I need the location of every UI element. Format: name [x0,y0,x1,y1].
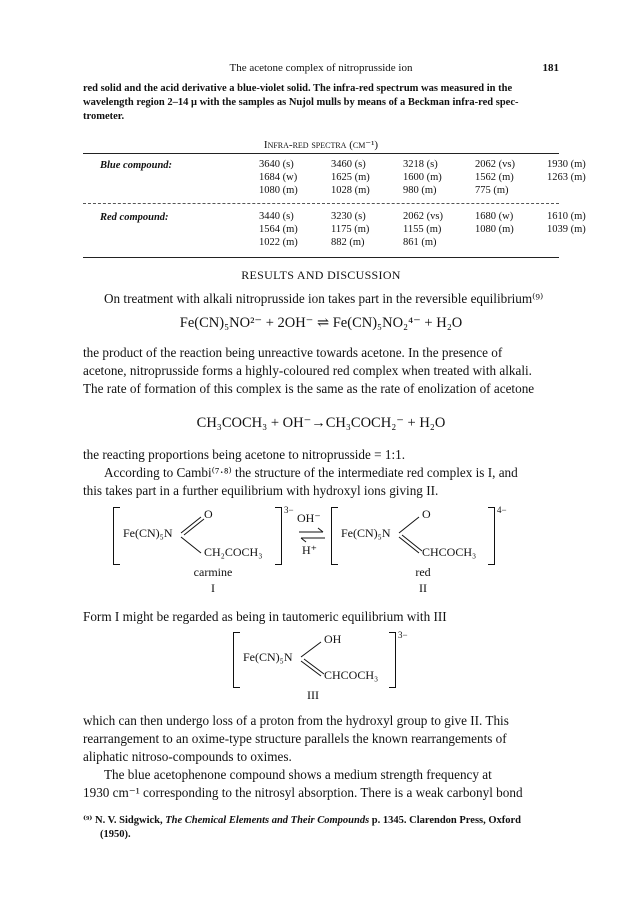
running-title: The acetone complex of nitroprusside ion [229,62,413,74]
table-cell: 1930 (m) [547,159,586,170]
structure-I-oxygen: O [204,507,213,521]
blue-compound-label: Blue compound: [100,160,173,171]
table-cell: 1080 (m) [259,185,298,196]
structure-II-substituent: CHCOCH₃ [422,545,477,559]
table-cell: 775 (m) [475,185,509,196]
table-caption: Infra-red spectra (cm⁻¹) [263,139,379,151]
paragraph [83,712,563,802]
table-cell [543,184,605,197]
table-row [255,236,605,249]
structure-I-charge: 3− [284,505,294,515]
footnote-author: N. V. Sidgwick, [95,815,166,826]
table-cell: 980 (m) [403,185,437,196]
paragraph: Form I might be regarded as being in tautomeric equilibrium with III [83,609,447,624]
table-cell: 1600 (m) [403,172,442,183]
table-cell [471,236,543,249]
footnote-line [83,814,563,828]
table-cell: 1263 (m) [547,172,586,183]
structure-III-substituent: CHCOCH₃ [324,668,379,682]
table-cell: 1039 (m) [547,224,586,235]
paragraph [83,344,563,398]
structure-III-numeral: III [307,688,319,702]
table-cell: 2062 (vs) [403,211,443,222]
equation-enolization: CH₃COCH₃ + OH⁻→CH₃COCH₂⁻ + H₂O [196,415,446,431]
text-line: the reacting proportions being acetone to nitroprusside = 1:1. [83,447,406,462]
table-bottom-rule [83,257,559,258]
table-cell: 1175 (m) [331,224,370,235]
table-cell: 3640 (s) [259,159,294,170]
bracket-left [233,632,240,688]
table-row [255,184,605,197]
structure-II-numeral: II [419,581,427,595]
text-line: According to Cambi⁽⁷·⁸⁾ the structure of the intermediate red complex is I, and [104,465,518,480]
structure-I-fe: Fe(CN)₅N [123,526,173,540]
text-line: rearrangement to an oxime-type structure parallels the known rearrangements of [83,731,507,746]
intro-line: red solid and the acid derivative a blue-violet solid. The infra-red spectrum was measured in the [83,83,513,94]
footnote-book-title: The Chemical Elements and Their Compounds [165,815,370,826]
bracket-left [331,507,338,565]
table-cell: 882 (m) [331,237,365,248]
intro-paragraph [83,82,563,124]
structure-III [83,630,559,702]
bracket-left [113,507,120,565]
paragraph: On treatment with alkali nitroprusside ion takes part in the reversible equilibrium⁽⁹⁾ [104,291,544,306]
table-cell [543,236,605,249]
table-row [255,210,605,223]
bracket-right [389,632,396,688]
table-top-rule [83,153,559,154]
red-compound-table [255,210,605,249]
equation-equilibrium: Fe(CN)₅NO²⁻ + 2OH⁻ ⇌ Fe(CN)₅NO₂⁴⁻ + H₂O [179,315,463,331]
table-cell: 2062 (vs) [475,159,515,170]
table-cell: 1680 (w) [475,211,514,222]
footnote-marker: ⁽⁹⁾ [83,815,93,826]
bracket-right [275,507,282,565]
arrow-label-bottom: H⁺ [302,543,317,557]
structure-II-fe: Fe(CN)₅N [341,526,391,540]
arrow-label-top: OH⁻ [297,511,321,525]
text-line: The rate of formation of this complex is the same as the rate of enolization of acetone [83,381,535,396]
table-cell: 1155 (m) [403,224,442,235]
structure-I-numeral: I [211,581,215,595]
structure-III-fe: Fe(CN)₅N [243,650,293,664]
text-line: which can then undergo loss of a proton from the hydroxyl group to give II. This [83,713,509,728]
page-number: 181 [542,62,559,74]
structure-I-name: carmine [193,565,233,579]
intro-line: trometer. [83,111,125,122]
table-cell: 1684 (w) [259,172,298,183]
equilibrium-arrows-icon [297,527,327,543]
table-row [255,223,605,236]
structure-II-charge: 4− [497,505,507,515]
structure-equilibrium-I-II [83,505,559,595]
footnote [83,814,563,842]
table-cell: 861 (m) [403,237,437,248]
structure-III-charge: 3− [398,630,408,640]
footnote-year: (1950). [100,829,131,840]
table-cell: 1625 (m) [331,172,370,183]
structure-II-oxygen: O [422,507,431,521]
structure-II-name: red [415,565,431,579]
section-heading: RESULTS AND DISCUSSION [241,268,401,282]
table-cell: 1562 (m) [475,172,514,183]
bracket-right [488,507,495,565]
table-row [255,171,605,184]
structure-III-hydroxyl: OH [324,632,342,646]
text-line: acetone, nitroprusside forms a highly-coloured red complex when treated with alkali. [83,363,532,378]
table-cell: 3460 (s) [331,159,366,170]
table-cell: 1028 (m) [331,185,370,196]
table-cell: 1080 (m) [475,224,514,235]
footnote-publisher: p. 1345. Clarendon Press, Oxford [369,815,522,826]
intro-line: wavelength region 2–14 μ with the samples as Nujol mulls by means of a Beckman infra-red spec- [83,97,519,108]
text-line: the product of the reaction being unreactive towards acetone. In the presence of [83,345,503,360]
paragraph [83,446,563,500]
table-cell: 1610 (m) [547,211,586,222]
blue-compound-table [255,158,605,197]
table-cell: 3230 (s) [331,211,366,222]
text-line: 1930 cm⁻¹ corresponding to the nitrosyl absorption. There is a weak carbonyl bond [83,785,523,800]
text-line: The blue acetophenone compound shows a medium strength frequency at [104,767,492,782]
table-cell: 3218 (s) [403,159,438,170]
table-divider [83,203,559,204]
table-cell: 1564 (m) [259,224,298,235]
structure-I-substituent: CH₂COCH₃ [204,545,263,559]
table-cell: 3440 (s) [259,211,294,222]
table-cell: 1022 (m) [259,237,298,248]
text-line: this takes part in a further equilibrium with hydroxyl ions giving II. [83,483,439,498]
red-compound-label: Red compound: [100,212,169,223]
table-row [255,158,605,171]
text-line: aliphatic nitroso-compounds to oximes. [83,749,292,764]
